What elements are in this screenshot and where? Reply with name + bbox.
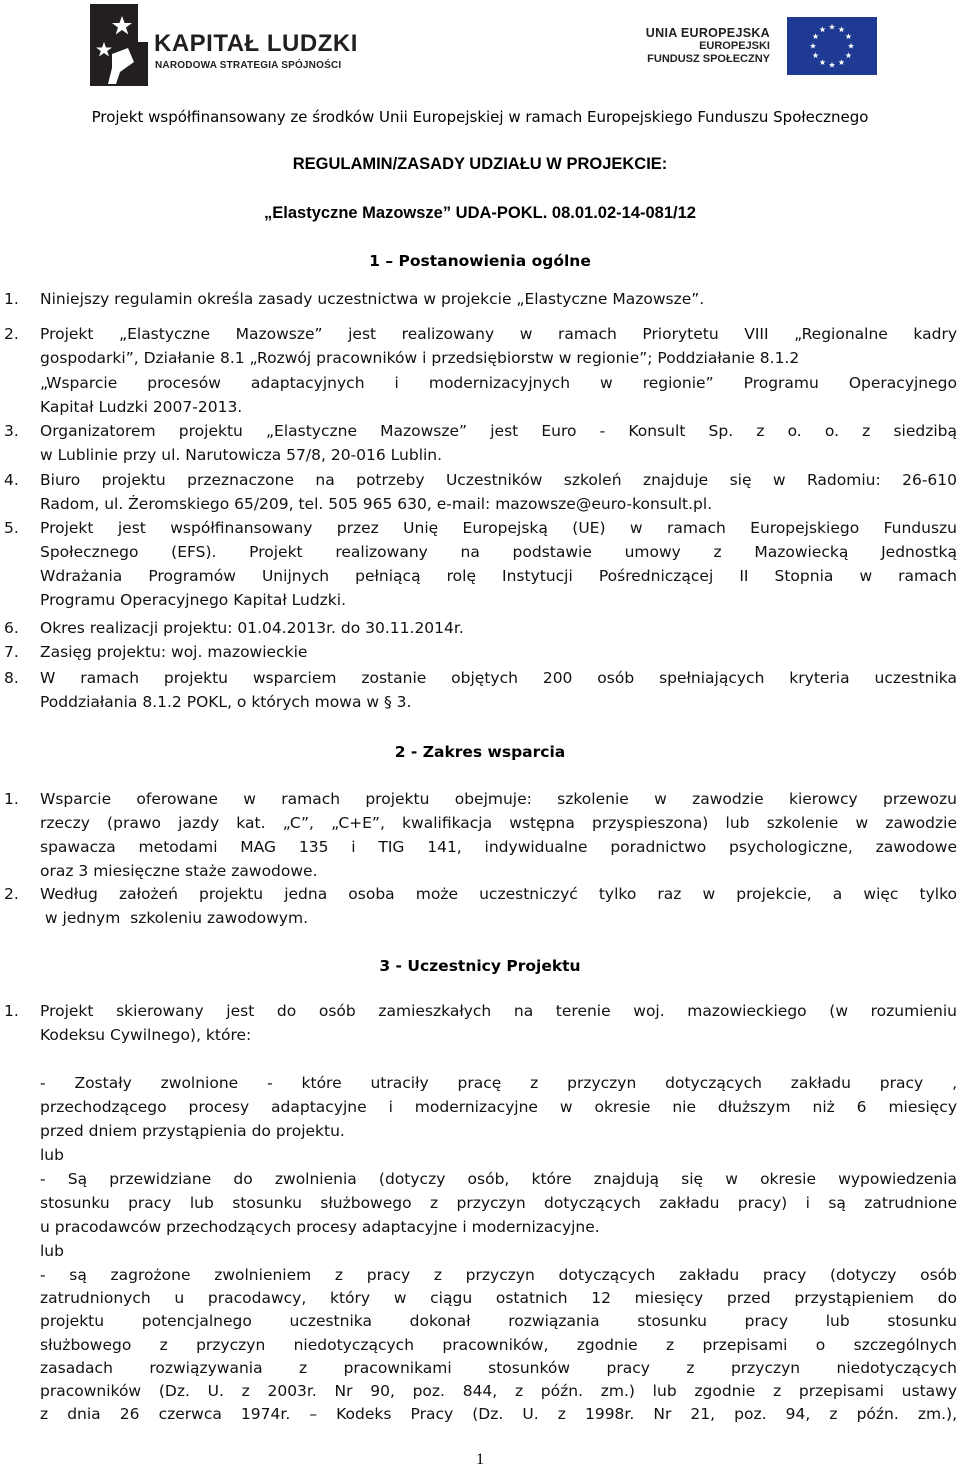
text-line: Kodeksu Cywilnego), które: bbox=[40, 1026, 252, 1044]
page-number: 1 bbox=[476, 1451, 484, 1468]
text-line: Niniejszy regulamin określa zasady uczestnictwa w projekcie „Elastyczne Mazowsze”. bbox=[40, 290, 705, 308]
text-line: u pracodawców przechodzących procesy adaptacyjne i modernizacyjne. bbox=[40, 1218, 600, 1236]
text-line: - są zagrożone zwolnieniem z pracy z przyczyn dotyczących zakładu pracy (dotyczy osób bbox=[40, 1266, 957, 1284]
eu-text-line2: EUROPEJSKI bbox=[699, 40, 770, 52]
text-line: spawacza metodami MAG 135 i TIG 141, indywidualne poradnictwo psychologiczne, zawodowe bbox=[40, 838, 957, 856]
text-line: Projekt jest współfinansowany przez Unię Europejską (UE) w ramach Europejskiego Funduszu bbox=[40, 519, 957, 537]
eu-text-line3: FUNDUSZ SPOŁECZNY bbox=[647, 53, 770, 65]
text-line: W ramach projektu wsparciem zostanie objętych 200 osób spełniających kryteria uczestnika bbox=[40, 669, 957, 687]
section-1-heading: 1 – Postanowienia ogólne bbox=[369, 252, 591, 270]
item-number: 1. bbox=[4, 290, 19, 308]
item-number: 8. bbox=[4, 669, 19, 687]
text-line: w jednym szkoleniu zawodowym. bbox=[40, 909, 308, 927]
text-line: Według założeń projektu jedna osoba może uczestniczyć tylko raz w projekcie, a więc tylko bbox=[40, 885, 957, 903]
cofinancing-note: Projekt współfinansowany ze środków Unii Europejskiej w ramach Europejskiego Funduszu Społecznego bbox=[91, 108, 869, 126]
text-line: Okres realizacji projektu: 01.04.2013r. do 30.11.2014r. bbox=[40, 619, 464, 637]
text-line: Programu Operacyjnego Kapitał Ludzki. bbox=[40, 591, 347, 609]
item-number: 2. bbox=[4, 325, 19, 343]
kapital-ludzki-title: KAPITAŁ LUDZKI bbox=[154, 30, 358, 57]
text-line: Zasięg projektu: woj. mazowieckie bbox=[40, 643, 308, 661]
section-2-heading: 2 - Zakres wsparcia bbox=[394, 743, 566, 761]
text-line: Projekt „Elastyczne Mazowsze” jest realizowany w ramach Priorytetu VIII „Regionalne kadry bbox=[40, 325, 957, 343]
text-line: „Wsparcie procesów adaptacyjnych i modernizacyjnych w regionie” Programu Operacyjnego bbox=[40, 374, 957, 392]
text-line: z dnia 26 czerwca 1974r. – Kodeks Pracy (Dz. U. z 1998r. Nr 21, poz. 94, z późn. zm.), bbox=[40, 1405, 957, 1423]
text-line: zatrudnionych u pracodawcy, który w ciągu ostatnich 12 miesięcy przed przystąpieniem do bbox=[40, 1289, 957, 1307]
text-line: Organizatorem projektu „Elastyczne Mazowsze” jest Euro - Konsult Sp. z o. o. z siedzibą bbox=[40, 422, 957, 440]
text-line: Społecznego (EFS). Projekt realizowany na podstawie umowy z Mazowiecką Jednostką bbox=[40, 543, 957, 561]
text-line: Wdrażania Programów Unijnych pełniącą rolę Instytucji Pośredniczącej II Stopnia w ramach bbox=[40, 567, 957, 585]
text-line: Radom, ul. Żeromskiego 65/209, tel. 505 965 630, e-mail: mazowsze@euro-konsult.pl. bbox=[40, 495, 713, 513]
item-number: 3. bbox=[4, 422, 19, 440]
item-number: 4. bbox=[4, 471, 19, 489]
text-line: pracowników (Dz. U. z 2003r. Nr 90, poz. 844, z późn. zm.) lub zgodnie z przepisami ustawy bbox=[40, 1382, 957, 1400]
item-number: 1. bbox=[4, 1002, 19, 1020]
item-number: 7. bbox=[4, 643, 19, 661]
text-line: rzeczy (prawo jazdy kat. „C”, „C+E”, kwalifikacja wstępna przyspieszona) lub szkolenie w zawodzie bbox=[40, 814, 957, 832]
text-line: oraz 3 miesięczne staże zawodowe. bbox=[40, 862, 318, 880]
text-line: zasadach rozwiązywania z pracownikami stosunków pracy z przyczyn niedotyczących bbox=[40, 1359, 957, 1377]
text-line: - Są przewidziane do zwolnienia (dotyczy osób, które znajdują się w okresie wypowiedzenia bbox=[40, 1170, 957, 1188]
text-line: Wsparcie oferowane w ramach projektu obejmuje: szkolenie w zawodzie kierowcy przewozu bbox=[40, 790, 957, 808]
text-line: Projekt skierowany jest do osób zamieszkałych na terenie woj. mazowieckiego (w rozumieniu bbox=[40, 1002, 957, 1020]
text-line: - Zostały zwolnione - które utraciły pracę z przyczyn dotyczących zakładu pracy , bbox=[40, 1074, 957, 1092]
text-line: gospodarki”, Działanie 8.1 „Rozwój pracowników i przedsiębiorstw w regionie”; Poddziałanie 8.1.2 bbox=[40, 349, 800, 367]
project-reference: „Elastyczne Mazowsze” UDA-POKL. 08.01.02-14-081/12 bbox=[264, 204, 696, 222]
text-line: lub bbox=[40, 1242, 64, 1260]
text-line: Poddziałania 8.1.2 POKL, o których mowa w § 3. bbox=[40, 693, 412, 711]
item-number: 5. bbox=[4, 519, 19, 537]
text-line: Biuro projektu przeznaczone na potrzeby Uczestników szkoleń znajduje się w Radomiu: 26-610 bbox=[40, 471, 957, 489]
eu-text-line1: UNIA EUROPEJSKA bbox=[645, 26, 770, 40]
text-line: służbowego z przyczyn niedotyczących pracowników, zgodnie z przepisami o szczególnych bbox=[40, 1336, 957, 1354]
item-number: 1. bbox=[4, 790, 19, 808]
section-3-heading: 3 - Uczestnicy Projektu bbox=[379, 957, 581, 975]
eu-flag-icon bbox=[787, 17, 877, 75]
text-line: w Lublinie przy ul. Narutowicza 57/8, 20-016 Lublin. bbox=[40, 446, 443, 464]
text-line: przechodzącego procesy adaptacyjne i modernizacyjne w okresie nie dłuższym niż 6 miesięcy bbox=[40, 1098, 957, 1116]
document-header bbox=[0, 0, 960, 95]
text-line: stosunku pracy lub stosunku służbowego z przyczyn dotyczących zakładu pracy) i są zatrudnione bbox=[40, 1194, 957, 1212]
text-line: lub bbox=[40, 1146, 64, 1164]
text-line: projektu potencjalnego uczestnika dokonał rozwiązania stosunku pracy lub stosunku bbox=[40, 1312, 957, 1330]
kapital-ludzki-subtitle: NARODOWA STRATEGIA SPÓJNOŚCI bbox=[155, 60, 342, 71]
kapital-ludzki-logo-icon bbox=[82, 2, 148, 86]
document-title: REGULAMIN/ZASADY UDZIAŁU W PROJEKCIE: bbox=[292, 155, 668, 173]
text-line: przed dniem przystąpienia do projektu. bbox=[40, 1122, 345, 1140]
item-number: 2. bbox=[4, 885, 19, 903]
eu-logo-text bbox=[620, 27, 770, 66]
text-line: Kapitał Ludzki 2007-2013. bbox=[40, 398, 243, 416]
item-number: 6. bbox=[4, 619, 19, 637]
